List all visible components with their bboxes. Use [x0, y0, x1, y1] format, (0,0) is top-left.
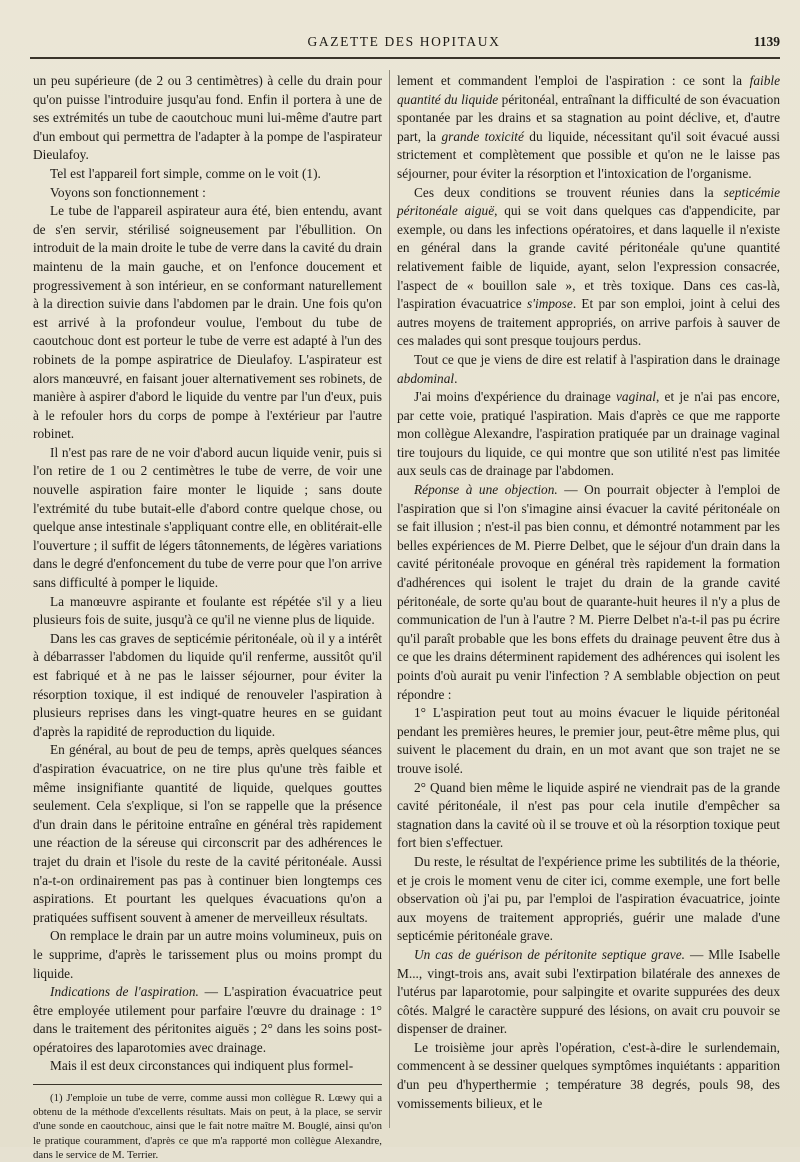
- paragraph: Tel est l'appareil fort simple, comme on le voit (1).: [50, 165, 321, 181]
- text-run: J'ai moins d'expérience du drainage: [414, 389, 616, 405]
- text-run: péritonéal, entraînant la difficulté de son évacuation spontanée par les drains et sa stagnation au point déclive, et, d'autre part, la: [397, 91, 781, 144]
- paragraph: La manœuvre aspirante et foulante est répétée s'il y a lieu plusieurs fois de suite, jusqu'à ce qu'il ne vienne plus de liquide.: [33, 593, 382, 628]
- paragraph: Dans les cas graves de septicémie péritonéale, où il y a intérêt à débarrasser l'abdomen du liquide qu'il renferme, aussitôt qu'il est fabriqué et à ne pas le laisser séjourner, pour éviter la résorption toxique, il est indiqué de renouveler l'aspiration à plusieurs reprises dans les vingt-quatre heures en se guidant d'après la rapidité de reproduction du liquide.: [33, 630, 382, 739]
- emphasis: faible quantité du liquide: [397, 73, 780, 107]
- paragraph: Le troisième jour après l'opération, c'est-à-dire le surlendemain, commencent à se dessiner quelques symptômes inquiétants : apparition d'un peu d'hyperthermie ; température 38 degrés, pouls 98, des vomissements bilieux, et le: [397, 1039, 780, 1111]
- emphasis: grande toxicité: [441, 128, 524, 144]
- page-header: [28, 34, 780, 56]
- paragraph: 2° Quand bien même le liquide aspiré ne viendrait pas de la grande cavité péritonéale, il n'est pas pour cela inutile d'empêcher sa stagnation dans la cavité où il se trouve et où la résorption toxique peut fort bien s'effectuer.: [397, 779, 780, 851]
- paragraph-text: — L'aspiration évacuatrice peut être employée utilement pour parfaire l'œuvre du drainage : 1° dans le traitement des péritonites aiguës ; 2° dans les soins post-opératoires des laparotomies avec drainage.: [33, 984, 382, 1055]
- column-divider: [389, 70, 390, 1128]
- header-rule: [30, 57, 780, 59]
- paragraph: un peu supérieure (de 2 ou 3 centimètres) à celle du drain pour qu'on puisse l'introduire jusqu'au fond. Enfin il portera à une de ses extrémités un tube de caoutchouc muni lui-même d'autre part d'un embout qui permettra de l'adapter à la pompe de l'aspirateur Dieulafoy.: [33, 73, 382, 163]
- emphasis: septicémie péritonéale aiguë: [397, 184, 780, 219]
- paragraph: Il n'est pas rare de ne voir d'abord aucun liquide venir, puis si l'on retire de 1 ou 2 centimètres le tube de verre, de voir une nouvelle aspiration faire monter le liquide ; sans doute l'extrémité du tube butait-elle d'abord contre quelque chose, ou quelque anse intestinale s'appliquant contre elle, en oblitérait-elle l'ouverture ; il suffit de légers tâtonnements, de légères variations dans le degré d'enfoncement du tube de verre pour que l'on arrive sans difficulté à pomper le liquide.: [33, 444, 383, 591]
- section-heading: Un cas de guérison de péritonite septique grave.: [414, 946, 685, 962]
- text-run: lement et commandent l'emploi de l'aspiration : ce sont la: [397, 73, 750, 88]
- paragraph: 1° L'aspiration peut tout au moins évacuer le liquide péritonéal pendant les premières heures, le premier jour, peut-être même plus, qui suivent le placement du drain, en un mot avant que son trajet ne se trouve isolé.: [397, 705, 780, 776]
- section-heading: Réponse à une objection.: [414, 482, 558, 498]
- paragraph: Le tube de l'appareil aspirateur aura été, bien entendu, avant de s'en servir, stérilisé soigneusement par l'ébullition. On introduit de la main droite le tube de verre dans la cavité du drain maintenu de la main gauche, et on l'enfonce doucement et progressivement à son intérieur, en se conformant naturellement à la direction suivie dans l'abdomen par le drain. Une fois qu'on est arrivé à la profondeur voulue, l'embout du tube de caoutchouc dont est porteur le tube de verre est adapté à l'un des robinets de la pompe aspiratrice de Dieulafoy. L'aspirateur est alors manœuvré, en faisant jouer alternativement ses robinets, de manière à aspirer d'abord le liquide du ventre par l'un d'eux, puis à le refouler hors du corps de pompe à l'extérieur par l'autre robinet.: [33, 203, 382, 442]
- running-head: GAZETTE DES HOPITAUX: [307, 34, 501, 49]
- section-heading: Indications de l'aspiration.: [50, 984, 199, 1000]
- footnote: (1) J'emploie un tube de verre, comme aussi mon collègue R. Lœwy qui a obtenu de la méthode d'excellents résultats. Mais on peut, à la place, se servir d'une sonde en caoutchouc, ainsi que le fait notre maître M. Bouglé, ainsi qu'on le pratique couramment, d'après ce que m'a rapporté mon collègue Alexandre, dans le service de M. Terrier.: [33, 1092, 382, 1161]
- page-number: 1139: [753, 34, 780, 49]
- text-run: .: [454, 370, 458, 386]
- text-run: du liquide, nécessitant qu'il soit évacué aussi strictement et complètement que possible et qu'on ne le laisse pas séjourner, pour éviter la résorption et l'intoxication de l'organisme.: [397, 128, 780, 181]
- text-run: Ces deux conditions se trouvent réunies dans la: [414, 184, 724, 200]
- text-run: , qui se voit dans quelques cas d'appendicite, par exemple, ou dans les infections opératoires, et dans laquelle il n'existe en général dans la grande cavité péritonéale qu'une quantité relativement faible de liquide, ayant, selon l'expression consacrée, l'aspect de « bouillon sale », et très toxique. Dans ces cas-là, l'aspiration évacuatrice: [397, 203, 780, 312]
- paragraph: [397, 946, 780, 1039]
- paragraph: On remplace le drain par un autre moins volumineux, puis on le supprime, d'après le tarissement plus ou moins prompt du liquide.: [33, 928, 382, 981]
- emphasis: s'impose: [526, 296, 573, 312]
- paragraph: [397, 72, 780, 184]
- paragraph: [397, 351, 780, 388]
- paragraph: Mais il est deux circonstances qui indiquent plus formel-: [50, 1058, 354, 1074]
- text-run: Tout ce que je viens de dire est relatif à l'aspiration dans le drainage: [414, 351, 780, 367]
- text-run: . Et par son emploi, joint à celui des autres moyens de traitement appropriés, on arrive parfois à sauver de ces malades qui sont presque toujours perdus.: [397, 296, 780, 349]
- text-run: , et je n'ai pas encore, par cette voie, pratiqué l'aspiration. Mais d'après ce que me rapporte mon collègue Alexandre, l'aspiration pratiquée par un drainage vaginal tire toujours du liquide, ce qui montre que son utilité n'est pas limitée aux seuls cas de drainage par l'abdomen.: [397, 389, 780, 479]
- left-column: [33, 72, 382, 1162]
- emphasis: vaginal: [615, 389, 657, 405]
- emphasis: abdominal: [397, 370, 455, 386]
- right-column: [397, 72, 780, 1113]
- paragraph: [397, 388, 780, 481]
- paragraph: En général, au bout de peu de temps, après quelques séances d'aspiration évacuatrice, on ne tire plus qu'une très faible et même insignifiante quantité de liquide, quelques gouttes seulement. Cela s'explique, si l'on se rappelle que la présence d'un drain dans le péritoine entraîne en général très rapidement une réaction de la séreuse qui circonscrit par des adhérences le trajet du drain et l'isole du reste de la cavité péritonéale. Aussi n'a-t-on ordinairement pas pas à continuer bien longtemps ces aspirations. Et pourtant les quelques évacuations qu'on a pratiquées suffisent souvent à amener de merveilleux résultats.: [33, 742, 382, 925]
- paragraph: [397, 481, 780, 704]
- paragraph: [397, 184, 780, 351]
- paragraph: [33, 983, 382, 1057]
- paragraph: Du reste, le résultat de l'expérience prime les subtilités de la théorie, et je crois le moment venu de citer ici, comme exemple, une fort belle observation où j'ai pu, par l'emploi de l'aspiration évacuatrice, jointe aux moyens de traitement appropriés, guérir une malade d'une septicémie péritonéale grave.: [397, 853, 780, 944]
- paragraph-text: — Mlle Isabelle M..., vingt-trois ans, avait subi l'extirpation bilatérale des annexes de l'utérus par laparotomie, pour salpingite et ovarite suppurées des deux côtés. Malgré le caractère suppuré des lésions, on avait cru pouvoir se dispenser de drainer.: [397, 946, 780, 1037]
- paragraph-text: — On pourrait objecter à l'emploi de l'aspiration que si l'on s'imagine ainsi évacuer la cavité péritonéale on se fait illusion ; n'est-il pas bien connu, et démontré notamment par les belles expériences de M. Pierre Delbet, que le séjour d'un drain dans la cavité péritonéale provoque en général très rapidement la formation d'adhérences qui isolent le trajet du drain de la grande cavité péritonéale, de sorte qu'au bout de quarante-huit heures il n'y a plus de communication de l'un à l'autre ? M. Pierre Delbet n'a-t-il pas pu écrire qu'il paraît probable que les bons effets du drainage peuvent être dus à ce que les drains déterminent rapidement des adhérences qui isolent les points d'où aurait pu venir l'infection ? A semblable objection on peut répondre :: [397, 482, 780, 702]
- footnote-rule: [33, 1084, 382, 1085]
- paragraph: Voyons son fonctionnement :: [50, 184, 206, 200]
